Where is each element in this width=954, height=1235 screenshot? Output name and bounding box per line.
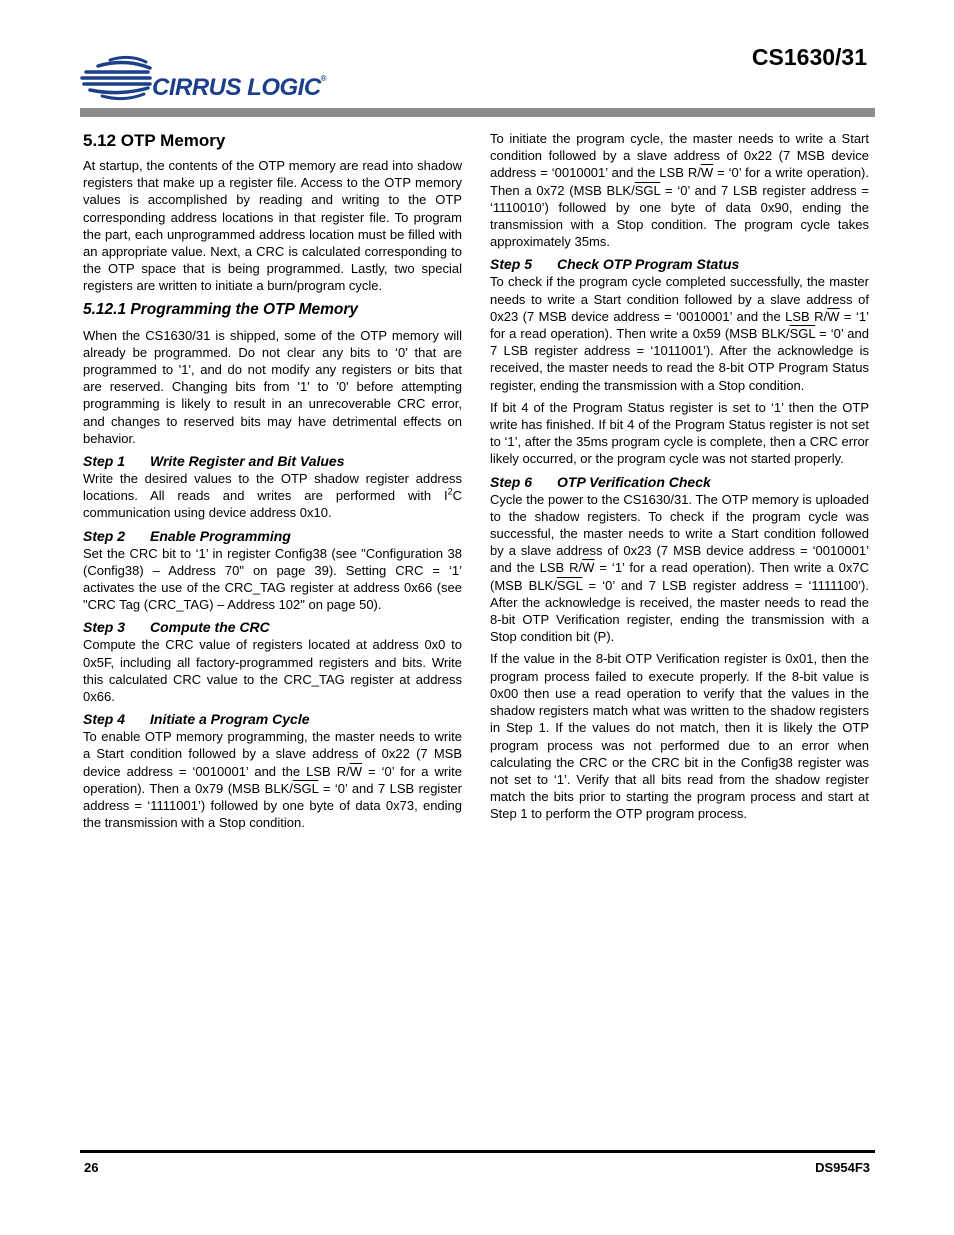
cirrus-logo-swoosh-icon bbox=[80, 52, 152, 104]
right-column bbox=[490, 130, 869, 828]
step-1-text: Write the desired values to the OTP shadow register address locations. All reads and writes are performed with $I^2C$ communication using device address 0x10. bbox=[83, 471, 462, 521]
step-4-heading: Step 4 Initiate a Program Cycle bbox=[83, 711, 310, 728]
step-3-text: Compute the CRC value of registers located at address 0x0 to 0x5F, including all factory-programmed registers and bits. Write this calculated CRC value to the CRC_TAG register at address 0x66. bbox=[83, 637, 462, 705]
step-6-heading: Step 6 OTP Verification Check bbox=[490, 473, 711, 490]
page-number: 26 bbox=[84, 1160, 99, 1175]
section-title: 5.12 OTP Memory bbox=[83, 131, 226, 150]
program-cycle-text: To initiate the program cycle, the master needs to write a Start condition followed by a slave address of 0x22 (7 MSB device address = ‘0010001’ and the LSB $R/\overline{W}$ = ‘0’ for a write operation). Then a 0x72 (MSB BLK/$\overline{SGL}$ = ‘0’ and 7 LSB register address = ‘1110010’) followed by one byte of data 0x90, ending the transmission with a Stop condition. The program cycle takes approximately 35ms. bbox=[490, 131, 869, 250]
logo-text: CIRRUS LOGIC® bbox=[152, 74, 327, 101]
step-6-text: Cycle the power to the CS1630/31. The OTP memory is uploaded to the shadow registers. To check if the program cycle was successful, the master needs to write a Start condition followed by a slave address of 0x23 (7 MSB device address = ‘0010001’ and the LSB $R/\overline{W}$ = ‘1’ for a read operation). Then write a 0x7C (MSB BLK/$\overline{SGL}$ = ‘0’ and 7 LSB register address = ‘1111100’). After the acknowledge is received, the master needs to read the 8-bit OTP Verification register, ending the transmission with a Stop condition bit (P). bbox=[490, 491, 869, 645]
step-6-verification-text: If the value in the 8-bit OTP Verification register is 0x01, then the program process failed to execute properly. If the 8-bit value is 0x00 then use a read operation to verify that the values in the shadow registers match what was written to the shadow registers in Step 1. If the values do not match, then it is likely the OTP program process was not performed due to an error when calculating the CRC or the CRC bit in the Config38 register was not set to ‘1’. Verify that all bits read from the shadow register match the bits prior to starting the program process and start at Step 1 to perform the OTP program process. bbox=[490, 651, 869, 822]
step-1-heading: Step 1 Write Register and Bit Values bbox=[83, 453, 345, 470]
step-3-heading: Step 3 Compute the CRC bbox=[83, 619, 270, 636]
step-5-heading: Step 5 Check OTP Program Status bbox=[490, 256, 740, 273]
subsection-intro: When the CS1630/31 is shipped, some of the OTP memory will already be programmed. Do not clear any bits to ‘0’ that are programmed to '1', and do not modify any registers or bits that are reserved. Changing bits from '1' to '0' before attempting programming is likely to result in an unrecoverable CRC error, and changes to reserved bits may have detrimental effects on behavior. bbox=[83, 327, 462, 446]
step-4-text: To enable OTP memory programming, the master needs to write a Start condition followed by a slave address of 0x22 (7 MSB device address = ‘0010001’ and the LSB $R/\overline{W}$ = ‘0’ for a write operation). Then a 0x79 (MSB BLK/$\overline{SGL}$ = ‘0’ and 7 LSB register address = ‘1111001’) followed by one byte of data 0x73, ending the transmission with a Stop condition. bbox=[83, 729, 462, 831]
document-title: CS1630/31 bbox=[751, 44, 867, 70]
step-2-text: Set the CRC bit to ‘1’ in register Config38 (see "Configuration 38 (Config38) – Address 70" on page 39). Setting CRC = ‘1’ activates the use of the CRC_TAG register at address 0x66 (see "CRC Tag (CRC_TAG) – Address 102" on page 50). bbox=[83, 545, 462, 613]
subsection-title: 5.12.1 Programming the OTP Memory bbox=[83, 300, 359, 318]
step-5-text: To check if the program cycle completed successfully, the master needs to write a Start condition followed by a slave address of 0x23 (7 MSB device address = ‘0010001’ and the LSB $R/\overline{W}$ = ‘1’ for a read operation). Then write a 0x59 (MSB BLK/$\overline{SGL}$ = ‘0’ and 7 LSB register address = ‘1011001’). After the acknowledge is received, the master needs to read the 8-bit OTP Program Status register, ending the transmission with a Stop condition. bbox=[490, 274, 869, 393]
step-5-status-text: If bit 4 of the Program Status register is set to ‘1’ then the OTP write has finished. If bit 4 of the Program Status register is not set to ‘1’, after the 35ms program cycle is complete, then a CRC error likely occurred, or the program cycle was not started properly. bbox=[490, 399, 869, 467]
footer-divider bbox=[80, 1150, 875, 1153]
section-intro: At startup, the contents of the OTP memory are read into shadow registers that make up a register file. Access to the OTP memory values is accomplished by reading and writing to the OTP corresponding address locations in that register file. To program the part, each unprogrammed address location must be filled with an appropriate value. Next, a CRC is calculated corresponding to the OTP space that is being programmed. Lastly, two special registers are written to initiate a burn/program cycle. bbox=[83, 158, 462, 294]
cirrus-logic-logo bbox=[80, 52, 340, 104]
left-column bbox=[83, 130, 462, 837]
header-divider bbox=[80, 108, 875, 117]
document-id: DS954F3 bbox=[815, 1160, 870, 1175]
step-2-heading: Step 2 Enable Programming bbox=[83, 527, 291, 544]
